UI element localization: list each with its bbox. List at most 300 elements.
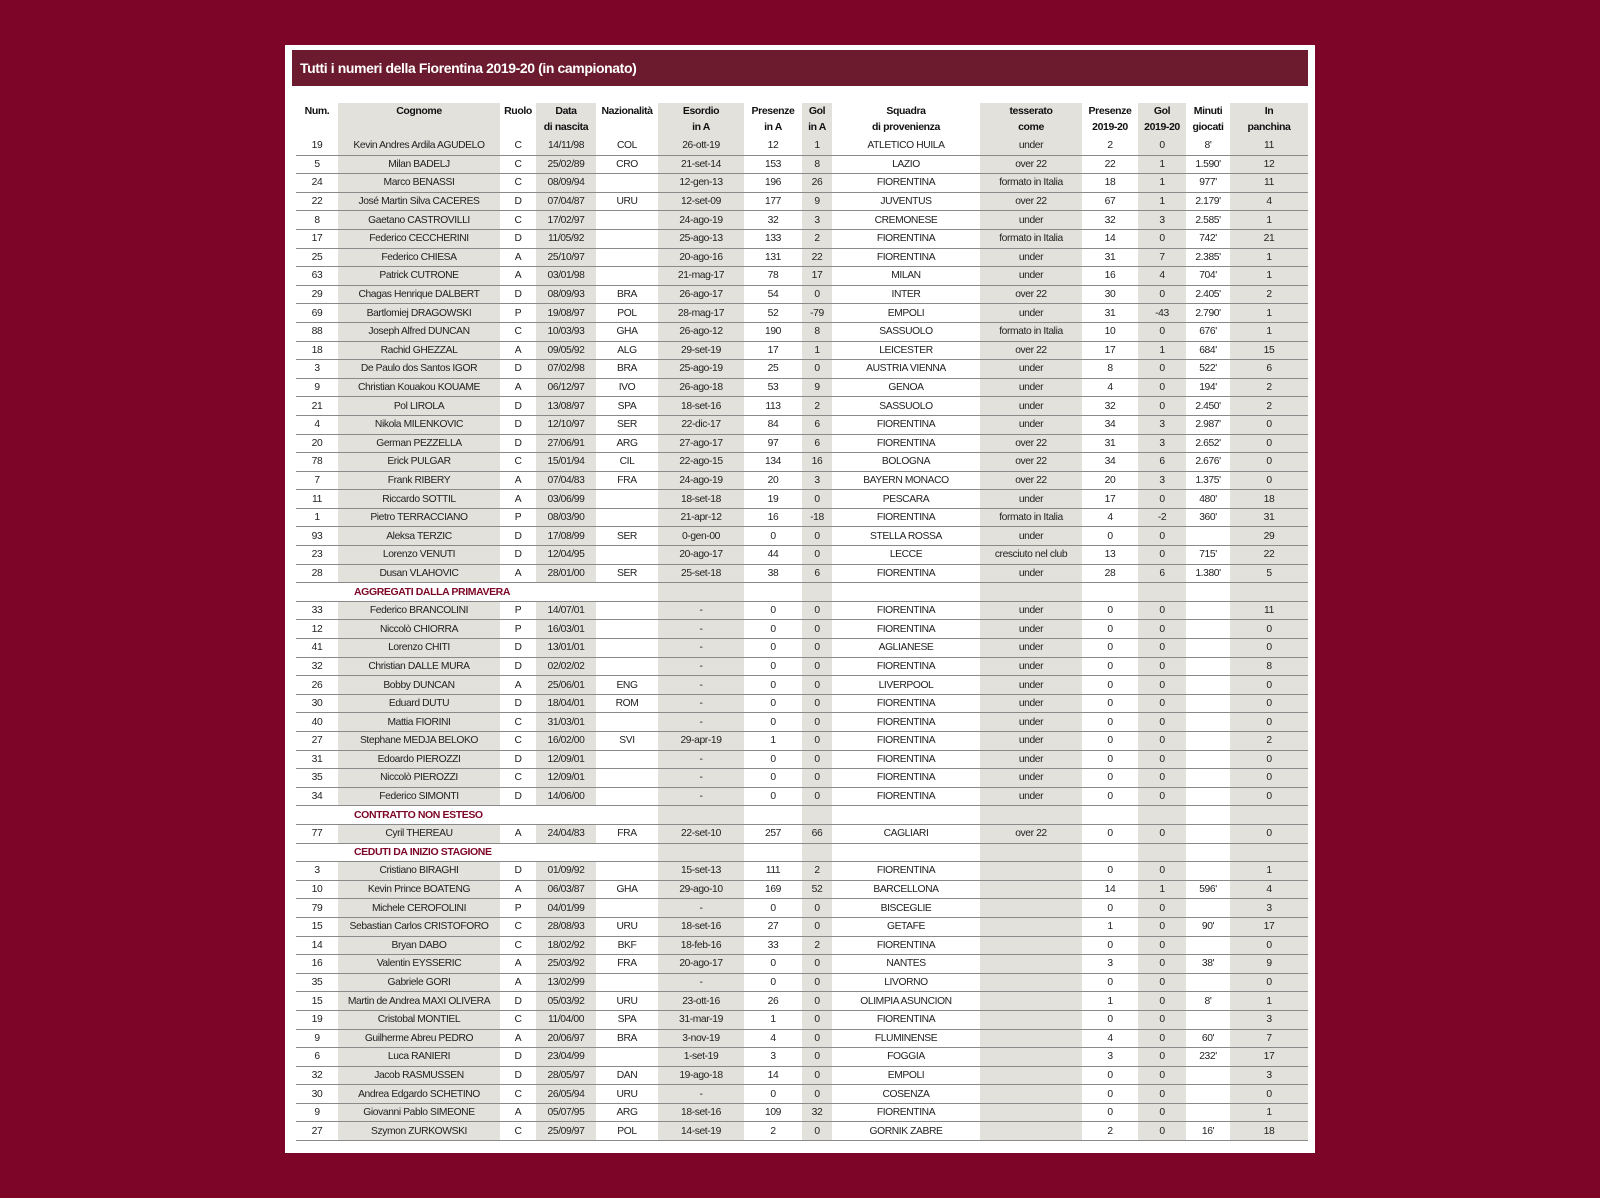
table-cell: 17 <box>296 229 338 248</box>
table-cell: 684' <box>1186 341 1230 360</box>
table-cell: over 22 <box>980 471 1082 490</box>
table-cell: 32 <box>802 1103 832 1122</box>
column-header <box>802 103 832 137</box>
table-cell: 12/09/01 <box>536 769 596 788</box>
table-cell: over 22 <box>980 285 1082 304</box>
table-cell: BRA <box>596 285 658 304</box>
table-cell: P <box>500 620 536 639</box>
column-header-line2: di provenienza <box>872 121 940 133</box>
table-cell: AUSTRIA VIENNA <box>832 360 980 379</box>
table-cell: 22 <box>1082 155 1138 174</box>
table-cell: Jacob RASMUSSEN <box>338 1066 500 1085</box>
table-cell: 21-mag-17 <box>658 267 744 286</box>
table-cell: - <box>658 1085 744 1104</box>
table-cell: 15-set-13 <box>658 862 744 881</box>
table-cell: Lorenzo VENUTI <box>338 546 500 565</box>
table-cell: 0 <box>1082 750 1138 769</box>
table-cell: P <box>500 304 536 323</box>
table-cell <box>1186 1066 1230 1085</box>
table-cell: 30 <box>296 694 338 713</box>
table-cell: Valentin EYSSERIC <box>338 955 500 974</box>
table-cell: 14/11/98 <box>536 137 596 155</box>
table-cell: 0 <box>1138 285 1186 304</box>
table-cell: 18-set-16 <box>658 1103 744 1122</box>
table-cell: 0 <box>1230 750 1308 769</box>
table-cell: Federico BRANCOLINI <box>338 601 500 620</box>
table-cell: 11/04/00 <box>536 1010 596 1029</box>
table-cell: 177 <box>744 192 802 211</box>
table-cell: 31 <box>1082 304 1138 323</box>
table-row <box>296 992 1308 1011</box>
table-cell: 22-dic-17 <box>658 415 744 434</box>
table-cell: 0 <box>802 732 832 751</box>
table-cell: A <box>500 880 536 899</box>
table-cell: 0 <box>802 917 832 936</box>
table-cell: 1 <box>296 508 338 527</box>
table-row <box>296 285 1308 304</box>
table-cell: 0-gen-00 <box>658 527 744 546</box>
section-cell <box>1186 843 1230 862</box>
table-cell: 19 <box>296 1010 338 1029</box>
table-cell: 1 <box>1230 211 1308 230</box>
table-cell: 0 <box>1138 322 1186 341</box>
table-cell: German PEZZELLA <box>338 434 500 453</box>
table-cell: cresciuto nel club <box>980 546 1082 565</box>
table-cell: FIORENTINA <box>832 415 980 434</box>
table-cell: 21 <box>296 397 338 416</box>
section-title: AGGREGATI DALLA PRIMAVERA <box>338 583 596 602</box>
table-cell: 0 <box>1230 415 1308 434</box>
table-cell: 52 <box>744 304 802 323</box>
table-cell: 1 <box>802 341 832 360</box>
table-cell: C <box>500 137 536 155</box>
table-cell: 1.375' <box>1186 471 1230 490</box>
table-cell: Cristobal MONTIEL <box>338 1010 500 1029</box>
table-cell: BRA <box>596 360 658 379</box>
table-cell <box>1186 899 1230 918</box>
table-cell: 17/08/99 <box>536 527 596 546</box>
table-row <box>296 453 1308 472</box>
table-cell: under <box>980 639 1082 658</box>
table-cell <box>596 174 658 193</box>
table-cell: 0 <box>1230 434 1308 453</box>
column-header-line1: Data <box>555 105 577 117</box>
table-cell: A <box>500 973 536 992</box>
table-cell: A <box>500 676 536 695</box>
table-cell: DAN <box>596 1066 658 1085</box>
table-cell: 2 <box>1230 378 1308 397</box>
table-cell: 0 <box>744 694 802 713</box>
table-cell: D <box>500 546 536 565</box>
table-cell: 0 <box>1230 453 1308 472</box>
table-cell: 9 <box>296 1103 338 1122</box>
column-header-line2: in A <box>764 121 782 133</box>
table-cell: SER <box>596 415 658 434</box>
table-cell: 22-set-10 <box>658 824 744 843</box>
table-cell: 0 <box>1230 936 1308 955</box>
column-header-line2: giocati <box>1192 121 1224 133</box>
table-cell: 20/06/97 <box>536 1029 596 1048</box>
table-cell: 2.450' <box>1186 397 1230 416</box>
table-cell: 0 <box>744 676 802 695</box>
table-cell <box>980 899 1082 918</box>
table-cell: 715' <box>1186 546 1230 565</box>
table-cell: C <box>500 322 536 341</box>
table-cell: 19 <box>296 137 338 155</box>
table-cell: 15 <box>296 917 338 936</box>
section-cell <box>1082 843 1138 862</box>
table-cell: 08/03/90 <box>536 508 596 527</box>
table-cell: formato in Italia <box>980 508 1082 527</box>
table-cell: 13/01/01 <box>536 639 596 658</box>
table-cell: URU <box>596 192 658 211</box>
table-cell: formato in Italia <box>980 174 1082 193</box>
table-cell: D <box>500 360 536 379</box>
table-cell: 07/04/83 <box>536 471 596 490</box>
table-cell: GENOA <box>832 378 980 397</box>
table-cell: 14 <box>1082 229 1138 248</box>
table-cell: 190 <box>744 322 802 341</box>
table-cell: 2.652' <box>1186 434 1230 453</box>
table-row <box>296 1103 1308 1122</box>
table-cell: -79 <box>802 304 832 323</box>
table-cell: 0 <box>1082 1103 1138 1122</box>
table-cell: 0 <box>744 787 802 806</box>
table-cell: P <box>500 601 536 620</box>
table-cell: 8 <box>802 322 832 341</box>
table-cell: under <box>980 397 1082 416</box>
table-cell: 07/04/87 <box>536 192 596 211</box>
table-cell: D <box>500 787 536 806</box>
column-header <box>1186 103 1230 137</box>
table-cell: 08/09/93 <box>536 285 596 304</box>
table-cell: 18 <box>1230 490 1308 509</box>
table-cell: 26/05/94 <box>536 1085 596 1104</box>
table-cell: 88 <box>296 322 338 341</box>
table-cell: under <box>980 490 1082 509</box>
table-cell: Gaetano CASTROVILLI <box>338 211 500 230</box>
table-cell: FIORENTINA <box>832 508 980 527</box>
column-header-line1: Cognome <box>396 105 442 117</box>
table-cell: BRA <box>596 1029 658 1048</box>
section-spacer <box>296 806 338 825</box>
table-cell: ALG <box>596 341 658 360</box>
section-cell <box>744 806 802 825</box>
table-cell: 19 <box>744 490 802 509</box>
table-cell: under <box>980 564 1082 583</box>
table-cell: 1 <box>1082 917 1138 936</box>
table-cell: 2 <box>802 862 832 881</box>
table-cell: 1 <box>1138 155 1186 174</box>
table-cell: 52 <box>802 880 832 899</box>
table-cell: FIORENTINA <box>832 620 980 639</box>
table-cell: 29 <box>296 285 338 304</box>
table-cell: Dusan VLAHOVIC <box>338 564 500 583</box>
table-cell: 0 <box>1138 1029 1186 1048</box>
table-cell: 1.380' <box>1186 564 1230 583</box>
table-cell: C <box>500 1010 536 1029</box>
table-cell: under <box>980 527 1082 546</box>
table-cell: 7 <box>296 471 338 490</box>
table-cell: 10 <box>296 880 338 899</box>
table-cell: under <box>980 694 1082 713</box>
table-cell: 0 <box>1138 360 1186 379</box>
table-cell: 5 <box>1230 564 1308 583</box>
table-cell: BAYERN MONACO <box>832 471 980 490</box>
table-cell: 31/03/01 <box>536 713 596 732</box>
table-cell: 41 <box>296 639 338 658</box>
table-cell: FIORENTINA <box>832 248 980 267</box>
table-cell: 0 <box>802 1066 832 1085</box>
table-cell: D <box>500 285 536 304</box>
table-row <box>296 750 1308 769</box>
table-cell: P <box>500 508 536 527</box>
table-cell: Eduard DUTU <box>338 694 500 713</box>
table-cell: A <box>500 341 536 360</box>
table-cell: under <box>980 620 1082 639</box>
table-cell: 33 <box>744 936 802 955</box>
table-cell: SER <box>596 564 658 583</box>
table-cell <box>596 973 658 992</box>
table-cell: P <box>500 899 536 918</box>
table-cell: Christian DALLE MURA <box>338 657 500 676</box>
table-cell: 29-set-19 <box>658 341 744 360</box>
table-cell: ATLETICO HUILA <box>832 137 980 155</box>
table-cell: Milan BADELJ <box>338 155 500 174</box>
table-cell: 0 <box>1138 620 1186 639</box>
table-cell <box>980 880 1082 899</box>
table-cell: 0 <box>802 546 832 565</box>
column-header <box>832 103 980 137</box>
table-cell: D <box>500 1066 536 1085</box>
table-cell: A <box>500 955 536 974</box>
table-cell: Kevin Andres Ardila AGUDELO <box>338 137 500 155</box>
table-cell: Marco BENASSI <box>338 174 500 193</box>
table-cell: 29-apr-19 <box>658 732 744 751</box>
table-cell: 12 <box>1230 155 1308 174</box>
section-cell <box>1230 806 1308 825</box>
table-cell: FOGGIA <box>832 1048 980 1067</box>
column-header-line1: Esordio <box>682 105 720 117</box>
table-cell <box>1186 694 1230 713</box>
table-cell: 78 <box>296 453 338 472</box>
table-cell <box>596 620 658 639</box>
table-cell: 18 <box>296 341 338 360</box>
table-cell: under <box>980 787 1082 806</box>
table-cell: 26-ago-18 <box>658 378 744 397</box>
table-row <box>296 1122 1308 1141</box>
table-cell: 0 <box>1082 601 1138 620</box>
table-cell: 1 <box>1230 248 1308 267</box>
table-cell: -18 <box>802 508 832 527</box>
section-cell <box>596 583 658 602</box>
table-cell: 06/12/97 <box>536 378 596 397</box>
table-cell: 0 <box>1082 694 1138 713</box>
column-header-line1: Presenze <box>1088 105 1132 117</box>
table-cell: 84 <box>744 415 802 434</box>
table-cell: CREMONESE <box>832 211 980 230</box>
table-cell <box>980 973 1082 992</box>
table-cell: LECCE <box>832 546 980 565</box>
table-cell: 0 <box>1138 750 1186 769</box>
table-cell: 4 <box>1230 880 1308 899</box>
table-cell: 16' <box>1186 1122 1230 1141</box>
table-cell: 26 <box>296 676 338 695</box>
table-cell: 131 <box>744 248 802 267</box>
table-cell: 0 <box>802 769 832 788</box>
table-cell <box>1186 1085 1230 1104</box>
table-cell: D <box>500 639 536 658</box>
table-cell: 16 <box>802 453 832 472</box>
table-cell: C <box>500 174 536 193</box>
table-cell: under <box>980 211 1082 230</box>
table-cell: 0 <box>802 713 832 732</box>
table-row <box>296 397 1308 416</box>
table-cell: 109 <box>744 1103 802 1122</box>
table-cell: 0 <box>744 657 802 676</box>
section-spacer <box>296 843 338 862</box>
table-row <box>296 434 1308 453</box>
table-cell: -2 <box>1138 508 1186 527</box>
column-header <box>338 103 500 137</box>
table-row <box>296 192 1308 211</box>
table-cell: 8 <box>296 211 338 230</box>
table-cell: FIORENTINA <box>832 936 980 955</box>
table-row <box>296 471 1308 490</box>
table-cell: 0 <box>1082 1085 1138 1104</box>
table-cell: COSENZA <box>832 1085 980 1104</box>
table-cell: 21-set-14 <box>658 155 744 174</box>
table-row <box>296 229 1308 248</box>
table-cell: 169 <box>744 880 802 899</box>
table-cell: COL <box>596 137 658 155</box>
table-cell: 17 <box>1230 1048 1308 1067</box>
table-cell: 27 <box>744 917 802 936</box>
table-cell <box>980 1122 1082 1141</box>
table-cell: 28 <box>1082 564 1138 583</box>
table-cell: 6 <box>1138 453 1186 472</box>
table-row <box>296 862 1308 881</box>
table-cell <box>1186 1103 1230 1122</box>
table-cell <box>596 248 658 267</box>
table-cell: 232' <box>1186 1048 1230 1067</box>
table-cell: Erick PULGAR <box>338 453 500 472</box>
table-cell: 8 <box>1082 360 1138 379</box>
table-cell: 0 <box>802 899 832 918</box>
table-cell: 31 <box>1230 508 1308 527</box>
table-cell: 35 <box>296 769 338 788</box>
table-cell: A <box>500 471 536 490</box>
section-cell <box>980 583 1082 602</box>
table-cell: 0 <box>1230 787 1308 806</box>
table-cell: Giovanni Pablo SIMEONE <box>338 1103 500 1122</box>
table-cell: 8 <box>802 155 832 174</box>
table-cell: 0 <box>744 601 802 620</box>
table-cell: 2 <box>802 397 832 416</box>
table-cell: 0 <box>802 955 832 974</box>
section-cell <box>1138 806 1186 825</box>
table-cell: - <box>658 750 744 769</box>
table-cell: C <box>500 917 536 936</box>
table-row <box>296 824 1308 843</box>
table-cell: 9 <box>1230 955 1308 974</box>
table-cell <box>1186 973 1230 992</box>
table-cell: FIORENTINA <box>832 787 980 806</box>
table-cell: D <box>500 992 536 1011</box>
table-cell: 1 <box>1230 992 1308 1011</box>
table-cell: Federico CECCHERINI <box>338 229 500 248</box>
table-cell: 30 <box>1082 285 1138 304</box>
table-cell: Michele CEROFOLINI <box>338 899 500 918</box>
table-cell: Christian Kouakou KOUAME <box>338 378 500 397</box>
table-cell: 0 <box>1138 787 1186 806</box>
table-cell: 09/05/92 <box>536 341 596 360</box>
table-cell: CIL <box>596 453 658 472</box>
table-cell: under <box>980 248 1082 267</box>
table-cell: FIORENTINA <box>832 862 980 881</box>
table-cell: 29-ago-10 <box>658 880 744 899</box>
table-cell: 1 <box>1138 880 1186 899</box>
table-cell: over 22 <box>980 341 1082 360</box>
table-cell: 18-set-18 <box>658 490 744 509</box>
table-cell: C <box>500 155 536 174</box>
table-cell: 14 <box>1082 880 1138 899</box>
table-cell: 134 <box>744 453 802 472</box>
table-cell: 2.385' <box>1186 248 1230 267</box>
table-cell: C <box>500 1122 536 1141</box>
table-cell: 0 <box>802 973 832 992</box>
table-cell: GORNIK ZABRE <box>832 1122 980 1141</box>
table-cell: 480' <box>1186 490 1230 509</box>
table-cell: 79 <box>296 899 338 918</box>
table-cell: 4 <box>1138 267 1186 286</box>
table-cell: 90' <box>1186 917 1230 936</box>
table-cell: 7 <box>1138 248 1186 267</box>
table-cell: - <box>658 639 744 658</box>
table-row <box>296 267 1308 286</box>
table-cell: 07/02/98 <box>536 360 596 379</box>
table-cell: 24-ago-19 <box>658 471 744 490</box>
table-cell: STELLA ROSSA <box>832 527 980 546</box>
table-cell: 32 <box>744 211 802 230</box>
table-cell: Andrea Edgardo SCHETINO <box>338 1085 500 1104</box>
table-cell: 0 <box>802 676 832 695</box>
table-cell: FRA <box>596 955 658 974</box>
table-cell: over 22 <box>980 434 1082 453</box>
column-header <box>1138 103 1186 137</box>
table-cell: NANTES <box>832 955 980 974</box>
table-cell <box>980 1066 1082 1085</box>
table-cell: 360' <box>1186 508 1230 527</box>
table-cell: 16/02/00 <box>536 732 596 751</box>
table-cell: 22 <box>1230 546 1308 565</box>
table-cell: C <box>500 732 536 751</box>
table-cell: URU <box>596 1085 658 1104</box>
table-cell: 67 <box>1082 192 1138 211</box>
table-cell <box>1186 713 1230 732</box>
table-row <box>296 676 1308 695</box>
table-cell: 0 <box>1138 1122 1186 1141</box>
table-cell: 3 <box>1138 471 1186 490</box>
table-cell <box>596 750 658 769</box>
table-cell: 0 <box>802 1085 832 1104</box>
table-cell: 21-apr-12 <box>658 508 744 527</box>
table-cell: AGLIANESE <box>832 639 980 658</box>
table-cell: A <box>500 490 536 509</box>
table-cell: over 22 <box>980 453 1082 472</box>
table-cell: 9 <box>296 378 338 397</box>
table-cell: 6 <box>1138 564 1186 583</box>
